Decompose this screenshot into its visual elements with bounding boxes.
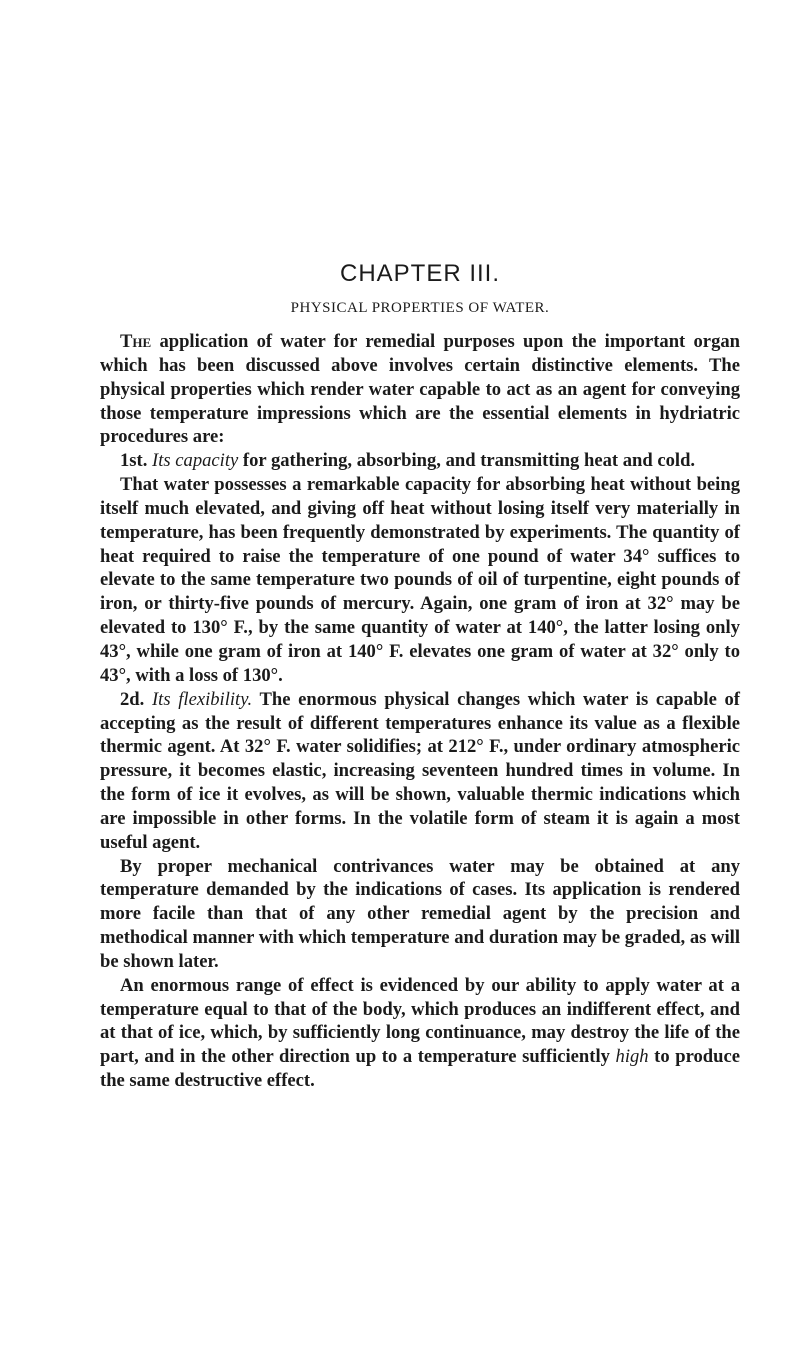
paragraph-suffix: to produce the same destructive effect. (100, 1046, 740, 1092)
paragraph-text: application of water for remedial purposes upon the important organ which has been discussed above involves certain distinctive elements. The physical properties which render water capable to act as an agent for conveying those temperature impressions which are the essential elements in hydriatric procedures are: (100, 331, 740, 448)
paragraph-prefix: 2d. (120, 688, 152, 710)
paragraph-italic: high (615, 1046, 649, 1068)
paragraph-mechanical (100, 855, 740, 974)
paragraph-lead-word: The (120, 331, 152, 352)
section-title: PHYSICAL PROPERTIES OF WATER. (290, 300, 550, 316)
paragraph-heat-experiments (100, 473, 740, 688)
paragraph-intro (100, 330, 740, 449)
paragraph-prefix: 1st. (120, 450, 153, 472)
paragraph-range-of-effect (100, 974, 740, 1093)
paragraph-flexibility (100, 688, 740, 855)
body-text (100, 330, 740, 1093)
paragraph-text: The enormous physical changes which water is capable of accepting as the result of different temperatures enhance its value as a flexible thermic agent. At 32° F. water solidifies; at 212° F., under ordinary atmospheric pressure, it becomes elastic, increasing seventeen hundred times in volume. In the form of ice it evolves, as will be shown, valuable thermic indications which are impossible in other forms. In the volatile form of steam it is again a most useful agent. (100, 688, 740, 853)
paragraph-text: By proper mechanical contrivances water may be obtained at any temperature demanded by the indications of cases. Its application is rendered more facile than that of any other remedial agent by the precision and methodical manner with which temperature and duration may be graded, as will be shown later. (100, 855, 740, 972)
paragraph-italic: Its capacity (152, 450, 239, 472)
paragraph-capacity (100, 449, 740, 473)
paragraph-text: for gathering, absorbing, and transmitting heat and cold. (238, 450, 696, 472)
paragraph-text: An enormous range of effect is evidenced by our ability to apply water at a temperature equal to that of the body, which produces an indifferent effect, and at that of ice, which, by sufficiently long continuance, may destroy the life of the part, and in the other direction up to a temperature sufficiently (100, 974, 740, 1068)
paragraph-text: That water possesses a remarkable capacity for absorbing heat without being itself much elevated, and giving off heat without losing itself very materially in temperature, has been frequently demonstrated by experiments. The quantity of heat required to raise the temperature of one pound of water 34° suffices to elevate to the same temperature two pounds of oil of turpentine, eight pounds of iron, or thirty-five pounds of mercury. Again, one gram of iron at 32° may be elevated to 130° F., by the same quantity of water at 140°, the latter losing only 43°, while one gram of iron at 140° F. elevates one gram of water at 32° only to 43°, with a loss of 130°. (100, 474, 740, 686)
chapter-title: CHAPTER III. (339, 260, 501, 287)
paragraph-italic: Its flexibility. (151, 688, 253, 710)
